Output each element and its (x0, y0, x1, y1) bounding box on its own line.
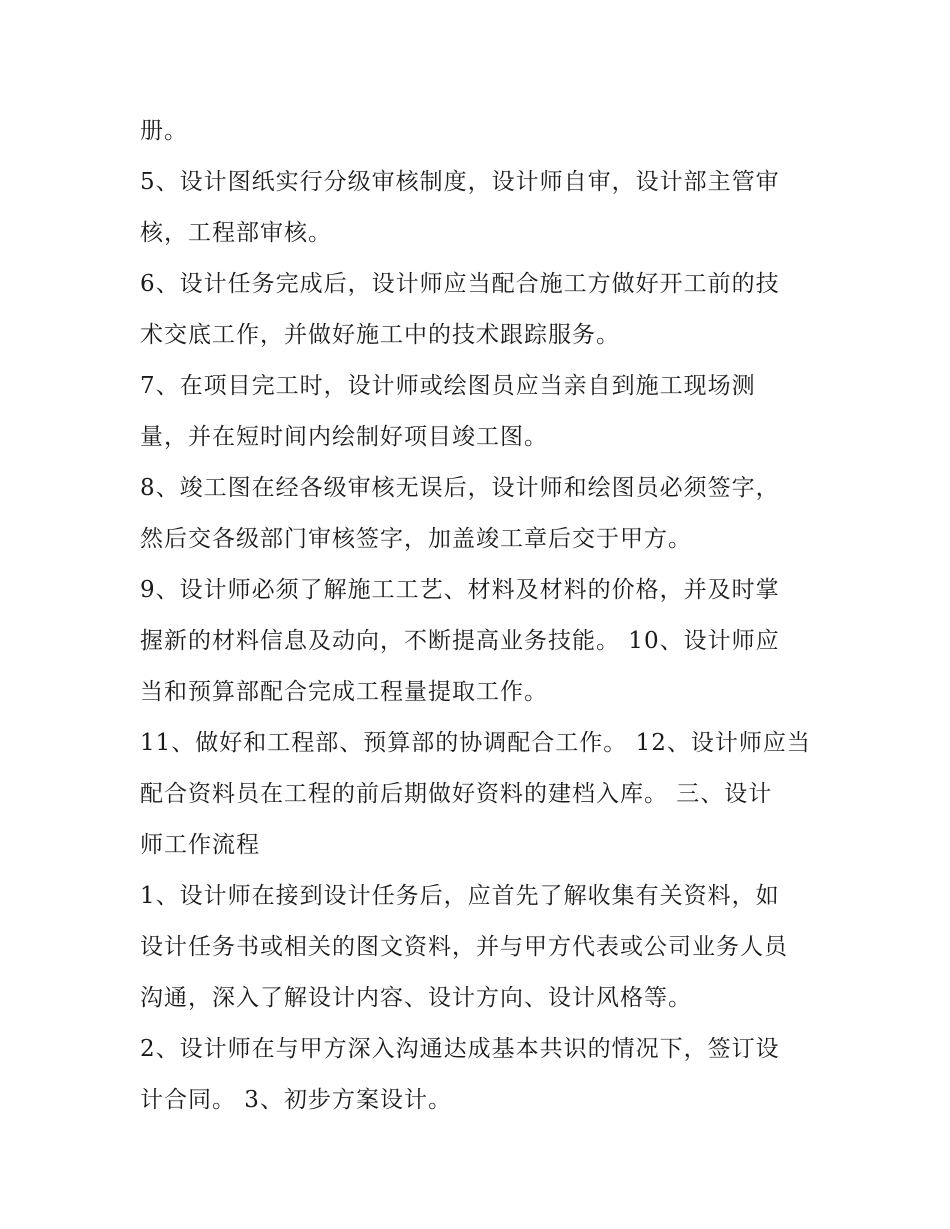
text-line: 6、设计任务完成后，设计师应当配合施工方做好开工前的技 (140, 271, 780, 297)
text-line: 当和预算部配合完成工程量提取工作。 (140, 679, 548, 705)
text-line: 计合同。 3、初步方案设计。 (140, 1087, 452, 1113)
text-line: 沟通，深入了解设计内容、设计方向、设计风格等。 (140, 985, 692, 1011)
text-line: 9、设计师必须了解施工工艺、材料及材料的价格，并及时掌 (140, 577, 780, 603)
text-line: 配合资料员在工程的前后期做好资料的建档入库。 三、设计 (140, 781, 773, 807)
text-line: 册。 (140, 118, 188, 144)
text-line: 量，并在短时间内绘制好项目竣工图。 (140, 424, 548, 450)
text-line: 8、竣工图在经各级审核无误后，设计师和绘图员必须签字， (140, 475, 780, 501)
text-line: 师工作流程 (140, 832, 260, 858)
text-line: 握新的材料信息及动向，不断提高业务技能。 10、设计师应 (140, 628, 780, 654)
text-line: 然后交各级部门审核签字，加盖竣工章后交于甲方。 (140, 526, 692, 552)
text-line: 设计任务书或相关的图文资料，并与甲方代表或公司业务人员 (140, 934, 788, 960)
document-body (140, 106, 820, 1126)
text-line: 7、在项目完工时，设计师或绘图员应当亲自到施工现场测 (140, 373, 756, 399)
text-line: 核，工程部审核。 (140, 220, 332, 246)
text-line: 2、设计师在与甲方深入沟通达成基本共识的情况下，签订设 (140, 1036, 780, 1062)
text-line: 术交底工作，并做好施工中的技术跟踪服务。 (140, 322, 620, 348)
text-line: 1、设计师在接到设计任务后，应首先了解收集有关资料，如 (140, 883, 780, 909)
text-line: 5、设计图纸实行分级审核制度，设计师自审，设计部主管审 (140, 169, 780, 195)
text-line: 11、做好和工程部、预算部的协调配合工作。 12、设计师应当 (140, 730, 811, 756)
